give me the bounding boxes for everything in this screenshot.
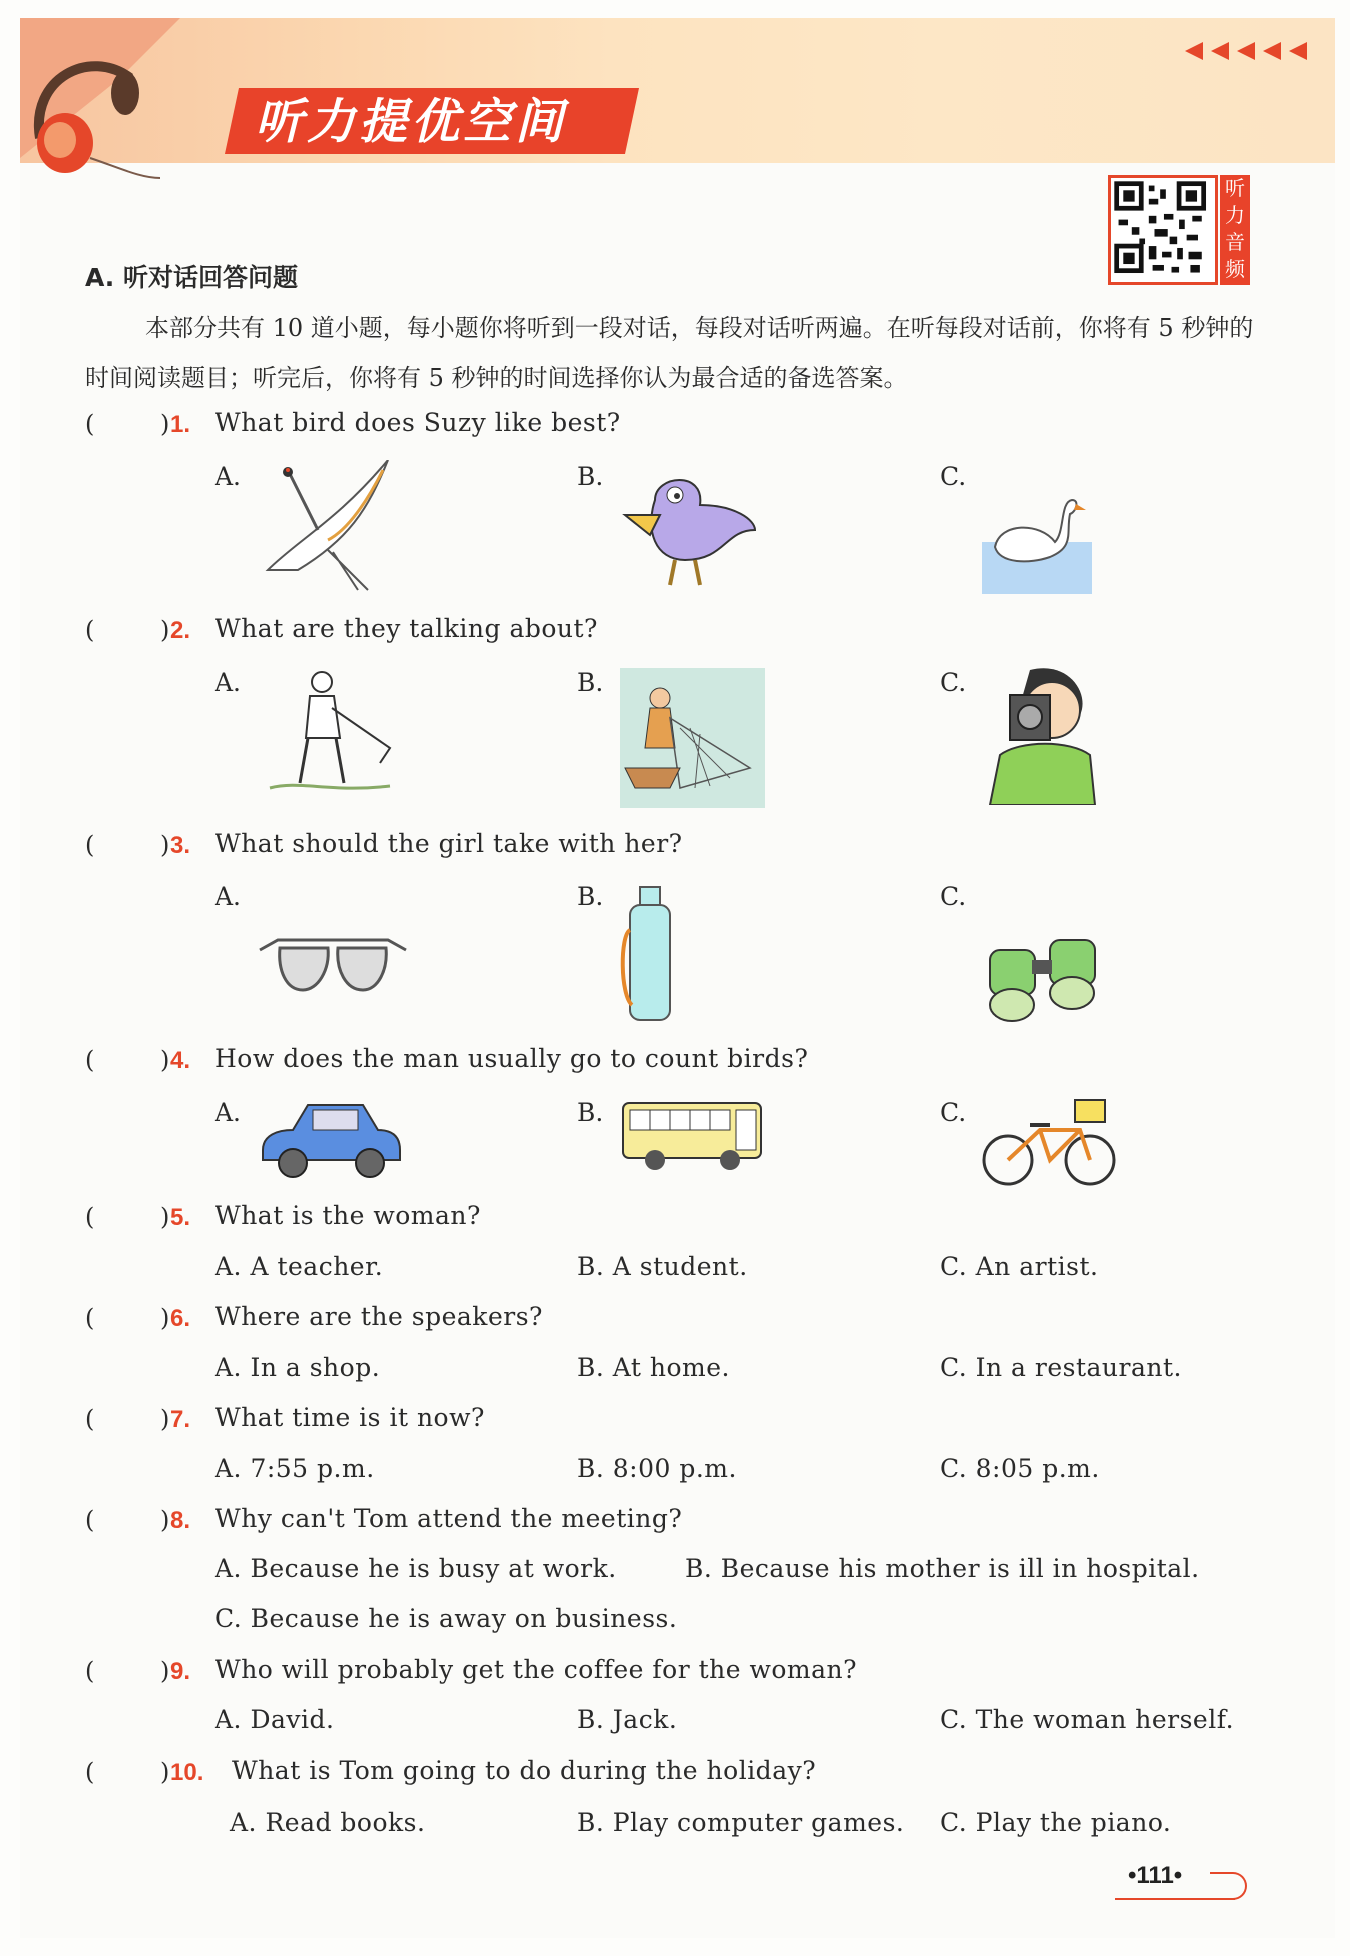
farmer-hoeing-icon [260, 668, 400, 800]
option-b[interactable]: B. 8:00 p.m. [577, 1454, 737, 1483]
answer-bracket-close: ) [160, 1405, 170, 1433]
option-c-label[interactable]: C. [940, 1098, 967, 1127]
page-title: 听力提优空间 [255, 94, 568, 150]
option-a-label[interactable]: A. [215, 668, 242, 697]
answer-bracket-open[interactable]: ( [85, 1506, 95, 1534]
headphone-icon [20, 18, 180, 198]
answer-bracket-open[interactable]: ( [85, 1405, 95, 1433]
option-c-label[interactable]: C. [940, 462, 967, 491]
option-c-label[interactable]: C. [940, 882, 967, 911]
option-b-label[interactable]: B. [577, 882, 604, 911]
option-c[interactable]: C. Because he is away on business. [215, 1604, 678, 1633]
option-a[interactable]: A. A teacher. [215, 1252, 384, 1281]
answer-bracket-close: ) [160, 1304, 170, 1332]
question-text: Where are the speakers? [215, 1302, 543, 1331]
binoculars-icon [980, 935, 1110, 1025]
photographer-camera-icon [980, 665, 1100, 805]
answer-bracket-open[interactable]: ( [85, 1758, 95, 1786]
answer-bracket-open[interactable]: ( [85, 1304, 95, 1332]
crane-bird-icon [258, 460, 398, 595]
page-number: •111• [1128, 1862, 1183, 1889]
option-c[interactable]: C. In a restaurant. [940, 1353, 1182, 1382]
option-b-label[interactable]: B. [577, 462, 604, 491]
option-b[interactable]: B. A student. [577, 1252, 748, 1281]
bicycle-icon [980, 1095, 1120, 1190]
option-c[interactable]: C. An artist. [940, 1252, 1099, 1281]
answer-bracket-open[interactable]: ( [85, 1203, 95, 1231]
fishing-net-icon [620, 668, 765, 808]
answer-bracket-close: ) [160, 1758, 170, 1786]
answer-bracket-open[interactable]: ( [85, 410, 95, 438]
section-title: A. 听对话回答问题 [85, 263, 299, 292]
question-text: Who will probably get the coffee for the woman? [215, 1655, 858, 1684]
qr-audio-label: 听力音频 [1220, 175, 1250, 285]
answer-bracket-close: ) [160, 1046, 170, 1074]
question-number: 8. [170, 1507, 191, 1534]
header-banner [20, 18, 1335, 163]
sunglasses-icon [258, 930, 408, 1000]
question-text: How does the man usually go to count birds? [215, 1044, 809, 1073]
option-a-label[interactable]: A. [215, 462, 242, 491]
car-icon [258, 1095, 403, 1180]
bus-icon [620, 1098, 765, 1173]
question-number: 10. [170, 1759, 204, 1786]
question-number: 4. [170, 1047, 191, 1074]
option-a[interactable]: A. Because he is busy at work. [215, 1554, 617, 1583]
swan-icon [980, 492, 1095, 597]
answer-bracket-close: ) [160, 1506, 170, 1534]
cartoon-bird-icon [615, 460, 760, 590]
section-instructions: 本部分共有 10 道小题，每小题你将听到一段对话，每段对话听两遍。在听每段对话前，你将有 5 秒钟的时间阅读题目；听完后，你将有 5 秒钟的时间选择你认为最合适的备选答案。 [85, 314, 1254, 392]
question-text: What time is it now? [215, 1403, 485, 1432]
question-text: What is Tom going to do during the holiday? [232, 1756, 817, 1785]
thermos-flask-icon [620, 885, 680, 1025]
page-corner-hook-icon [1210, 1872, 1247, 1900]
option-c[interactable]: C. The woman herself. [940, 1705, 1235, 1734]
answer-bracket-open[interactable]: ( [85, 1657, 95, 1685]
answer-bracket-open[interactable]: ( [85, 831, 95, 859]
answer-bracket-open[interactable]: ( [85, 1046, 95, 1074]
question-text: What bird does Suzy like best? [215, 408, 621, 437]
option-b[interactable]: B. At home. [577, 1353, 730, 1382]
answer-bracket-open[interactable]: ( [85, 616, 95, 644]
answer-bracket-close: ) [160, 1657, 170, 1685]
option-b[interactable]: B. Because his mother is ill in hospital. [685, 1554, 1200, 1583]
option-b-label[interactable]: B. [577, 1098, 604, 1127]
question-number: 5. [170, 1204, 191, 1231]
option-a[interactable]: A. Read books. [230, 1808, 426, 1837]
option-b-label[interactable]: B. [577, 668, 604, 697]
question-text: What are they talking about? [215, 614, 598, 643]
question-number: 3. [170, 832, 191, 859]
question-number: 6. [170, 1305, 191, 1332]
option-c[interactable]: C. 8:05 p.m. [940, 1454, 1100, 1483]
option-a[interactable]: A. In a shop. [215, 1353, 381, 1382]
question-text: Why can't Tom attend the meeting? [215, 1504, 683, 1533]
option-c[interactable]: C. Play the piano. [940, 1808, 1172, 1837]
option-b[interactable]: B. Jack. [577, 1705, 678, 1734]
answer-bracket-close: ) [160, 1203, 170, 1231]
question-text: What is the woman? [215, 1201, 481, 1230]
option-a-label[interactable]: A. [215, 1098, 242, 1127]
answer-bracket-close: ) [160, 410, 170, 438]
question-number: 2. [170, 617, 191, 644]
answer-bracket-close: ) [160, 616, 170, 644]
option-a[interactable]: A. 7:55 p.m. [215, 1454, 375, 1483]
question-text: What should the girl take with her? [215, 829, 683, 858]
question-number: 7. [170, 1406, 191, 1433]
arrow-decoration-icon [1185, 42, 1307, 60]
qr-code-icon[interactable] [1108, 175, 1218, 285]
option-a-label[interactable]: A. [215, 882, 242, 911]
question-number: 9. [170, 1658, 191, 1685]
option-b[interactable]: B. Play computer games. [577, 1808, 905, 1837]
answer-bracket-close: ) [160, 831, 170, 859]
question-number: 1. [170, 411, 191, 438]
option-a[interactable]: A. David. [215, 1705, 335, 1734]
option-c-label[interactable]: C. [940, 668, 967, 697]
